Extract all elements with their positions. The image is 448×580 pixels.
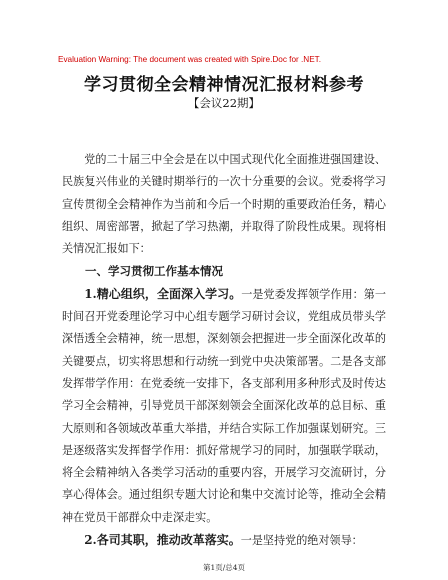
section-heading: 一、学习贯彻工作基本情况	[85, 264, 223, 279]
evaluation-warning: Evaluation Warning: The document was created with Spire.Doc for .NET.	[58, 55, 322, 64]
document-body	[62, 149, 386, 552]
item-1-paragraph	[62, 283, 386, 529]
document-title: 学习贯彻全会精神情况汇报材料参考	[84, 75, 364, 95]
intro-paragraph: 党的二十届三中全会是在以中国式现代化全面推进强国建设、民族复兴伟业的关键时期举行的一次十分重要的会议。党委将学习宣传贯彻全会精神作为当前和今后一个时期的重要政治任务，精心组织、周密部署，掀起了学习热潮，并取得了阶段性成果。现将相关情况汇报如下：	[62, 153, 386, 256]
item-2-paragraph	[62, 529, 386, 552]
meeting-issue: 【会议22期】	[187, 96, 261, 110]
item-2-text: 一是坚持党的绝对领导：	[240, 534, 363, 548]
page-footer: 第1页/总4页	[202, 563, 246, 572]
item-1-text: 一是党委发挥领学作用：第一时间召开党委理论学习中心组专题学习研讨会议，党组成员带头学深悟透全会精神，统一思想，深刻领会把握进一步全面深化改革的关键要点，切实将思想和行动统一到党中央决策部署。二是各支部发挥带学作用：在党委统一安排下，各支部利用多种形式及时传达学习全会精神，引导党员干部深刻领会全面深化改革的总目标、重大原则和各领域改革重大举措，并结合实际工作加强谋划研究。三是逐级落实发挥督学作用：抓好常规学习的同时，加强联学联动，将全会精神纳入各类学习活动的重要内容，开展学习交流研讨，分享心得体会。通过组织专题大讨论和集中交流讨论等，推动全会精神在党员干部群众中走深走实。	[62, 287, 386, 524]
item-2-lead: 2.各司其职，推动改革落实。	[84, 533, 241, 548]
item-1-lead: 1.精心组织，全面深入学习。	[84, 286, 242, 301]
